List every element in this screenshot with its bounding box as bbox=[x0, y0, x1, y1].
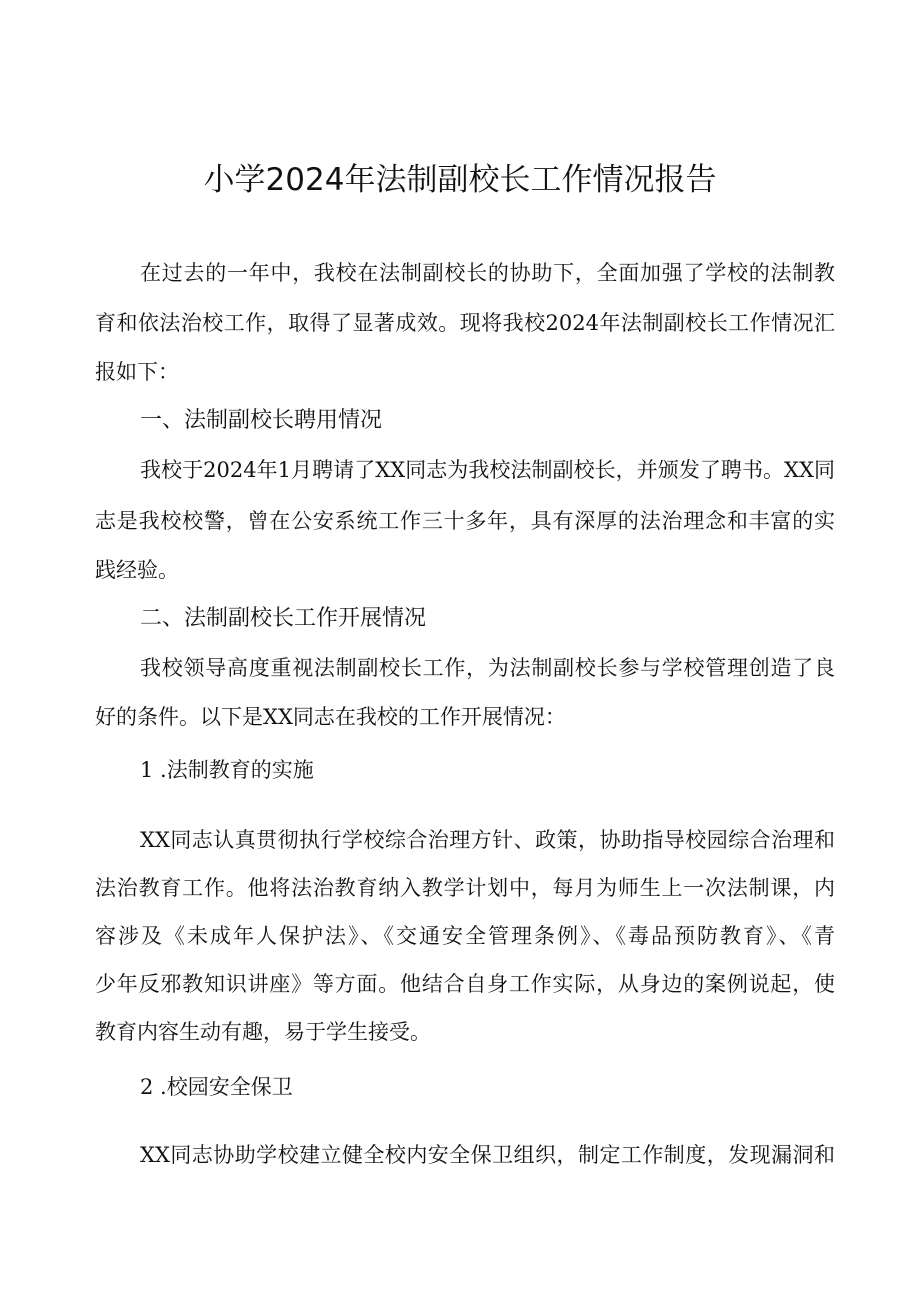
intro-line-3: 报如下： bbox=[95, 360, 179, 384]
sub1-line-3: 容涉及《未成年人保护法》、《交通安全管理条例》、《毒品预防教育》、《青 bbox=[95, 924, 835, 948]
sub1-line-5: 教育内容生动有趣，易于学生接受。 bbox=[95, 1020, 431, 1044]
intro-line-2: 育和依法治校工作，取得了显著成效。现将我校2024年法制副校长工作情况汇 bbox=[95, 311, 835, 335]
section1-line-2: 志是我校校警，曾在公安系统工作三十多年，具有深厚的法治理念和丰富的实 bbox=[95, 509, 835, 533]
sub1-line-4: 少年反邪教知识讲座》等方面。他结合自身工作实际，从身边的案例说起，使 bbox=[95, 972, 835, 996]
document-title: 小学2024年法制副校长工作情况报告 bbox=[203, 162, 717, 198]
section1-line-1: 我校于2024年1月聘请了XX同志为我校法制副校长，并颁发了聘书。XX同 bbox=[140, 458, 835, 482]
section1-line-3: 践经验。 bbox=[95, 558, 179, 582]
subsection-heading-2: 2 .校园安全保卫 bbox=[140, 1075, 293, 1099]
subsection-heading-1: 1 .法制教育的实施 bbox=[140, 758, 314, 782]
section2-line-2: 好的条件。以下是XX同志在我校的工作开展情况： bbox=[95, 705, 566, 729]
sub1-line-1: XX同志认真贯彻执行学校综合治理方针、政策，协助指导校园综合治理和 bbox=[140, 828, 835, 852]
section2-line-1: 我校领导高度重视法制副校长工作，为法制副校长参与学校管理创造了良 bbox=[140, 656, 835, 680]
section-heading-2: 二、法制副校长工作开展情况 bbox=[140, 606, 427, 631]
section-heading-1: 一、法制副校长聘用情况 bbox=[140, 408, 383, 433]
sub2-line-1: XX同志协助学校建立健全校内安全保卫组织，制定工作制度，发现漏洞和 bbox=[140, 1143, 835, 1167]
intro-line-1: 在过去的一年中，我校在法制副校长的协助下，全面加强了学校的法制教 bbox=[140, 261, 835, 285]
sub1-line-2: 法治教育工作。他将法治教育纳入教学计划中，每月为师生上一次法制课，内 bbox=[95, 876, 835, 900]
